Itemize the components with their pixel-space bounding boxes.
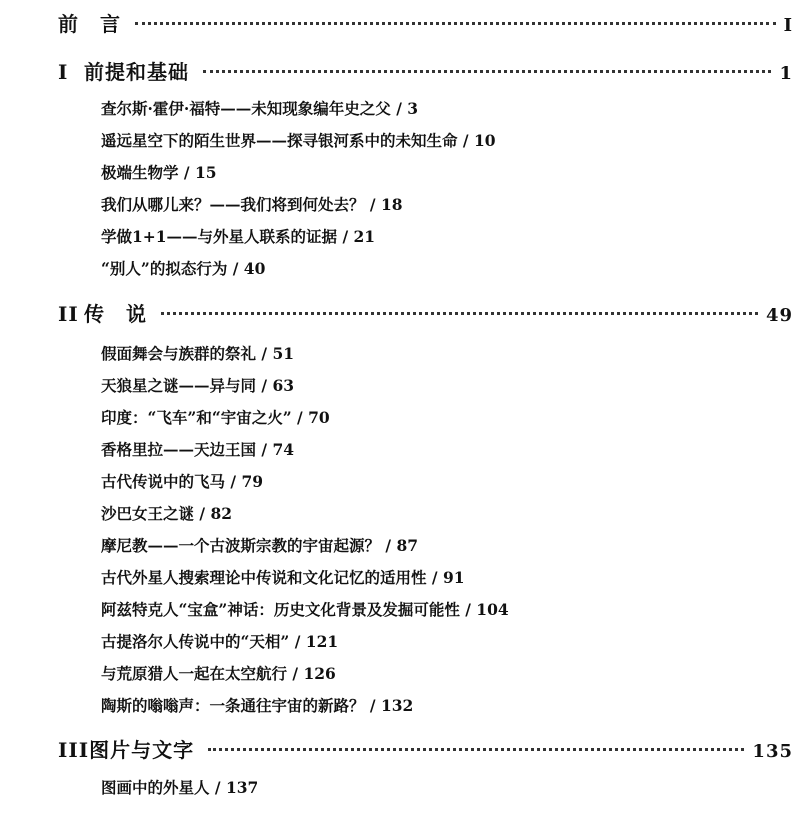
toc-entry[interactable]: 遥远星空下的陌生世界——探寻银河系中的未知生命 / 10 — [101, 131, 496, 150]
toc-entry[interactable]: 天狼星之谜——异与同 / 63 — [101, 376, 295, 395]
toc-entry[interactable]: 沙巴女王之谜 / 82 — [101, 504, 233, 523]
toc-entry[interactable]: 假面舞会与族群的祭礼 / 51 — [101, 344, 295, 363]
dot-leader — [161, 312, 758, 315]
toc-entry[interactable]: 陶斯的嗡嗡声：一条通往宇宙的新路？ / 132 — [101, 696, 414, 715]
section-title: 图片与文字 — [89, 738, 195, 762]
section-3-entries — [101, 772, 258, 804]
toc-entry[interactable]: 古提洛尔人传说中的“天相” / 121 — [101, 632, 339, 651]
toc-entry[interactable]: 图画中的外星人 / 137 — [101, 778, 259, 797]
section-page-number: I — [783, 15, 793, 36]
section-numeral: II — [58, 302, 79, 326]
toc-section-preface[interactable] — [58, 8, 793, 37]
section-title: 传 说 — [84, 302, 147, 326]
toc-entry[interactable]: “别人”的拟态行为 / 40 — [101, 259, 266, 278]
section-numeral: III — [58, 738, 90, 762]
section-1-entries — [101, 93, 496, 285]
section-2-entries — [101, 338, 509, 722]
toc-section-3[interactable] — [58, 734, 793, 763]
toc-section-1[interactable] — [58, 56, 793, 85]
toc-entry[interactable]: 查尔斯·霍伊·福特——未知现象编年史之父 / 3 — [101, 99, 419, 118]
section-page-number: 135 — [752, 741, 793, 762]
dot-leader — [203, 70, 771, 73]
dot-leader — [135, 22, 776, 25]
toc-entry[interactable]: 阿兹特克人“宝盒”神话：历史文化背景及发掘可能性 / 104 — [101, 600, 509, 619]
toc-entry[interactable]: 我们从哪儿来？——我们将到何处去？ / 18 — [101, 195, 403, 214]
section-page-number: 1 — [779, 63, 793, 84]
toc-entry[interactable]: 印度：“飞车”和“宇宙之火” / 70 — [101, 408, 330, 427]
section-title: 前 言 — [58, 12, 121, 36]
toc-section-2[interactable] — [58, 298, 793, 327]
section-numeral: I — [58, 60, 69, 84]
toc-entry[interactable]: 极端生物学 / 15 — [101, 163, 217, 182]
toc-entry[interactable]: 学做1+1——与外星人联系的证据 / 21 — [101, 227, 376, 246]
toc-entry[interactable]: 古代传说中的飞马 / 79 — [101, 472, 264, 491]
toc-entry[interactable]: 摩尼教——一个古波斯宗教的宇宙起源？ / 87 — [101, 536, 419, 555]
dot-leader — [208, 748, 744, 751]
section-title: 前提和基础 — [84, 60, 189, 84]
section-page-number: 49 — [765, 305, 793, 326]
toc-entry[interactable]: 与荒原猎人一起在太空航行 / 126 — [101, 664, 336, 683]
toc-entry[interactable]: 香格里拉——天边王国 / 74 — [101, 440, 295, 459]
toc-entry[interactable]: 古代外星人搜索理论中传说和文化记忆的适用性 / 91 — [101, 568, 465, 587]
